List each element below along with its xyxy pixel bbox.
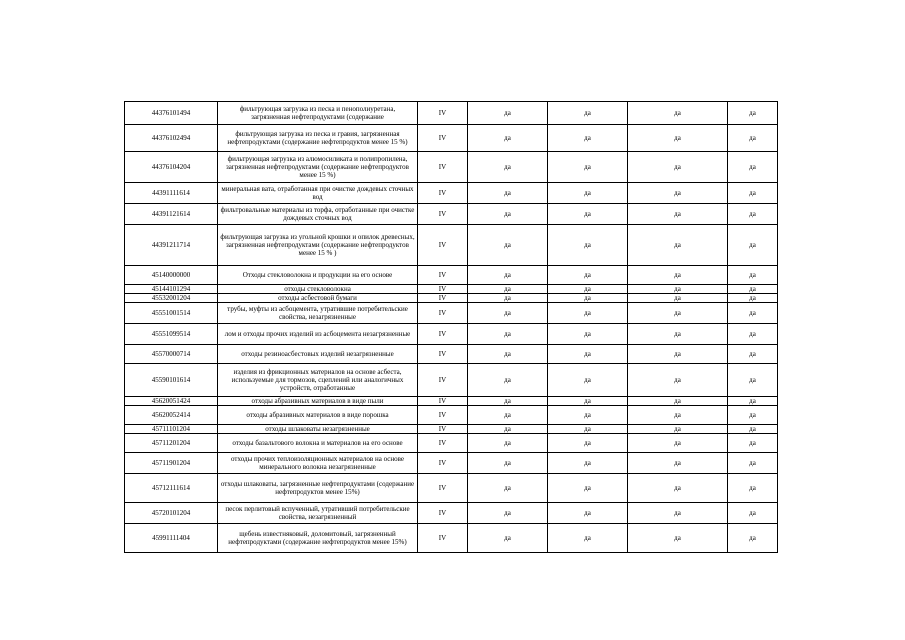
permission-cell-2: да (548, 152, 628, 183)
permission-cell-2: да (548, 364, 628, 397)
waste-code-cell: 45711901204 (125, 453, 218, 474)
table-row (125, 125, 778, 152)
hazard-class-cell: IV (418, 266, 468, 285)
waste-table (124, 101, 778, 553)
hazard-class-cell: IV (418, 152, 468, 183)
permission-cell-4: да (728, 125, 778, 152)
waste-name-cell: отходы абразивных материалов в виде порошка (218, 406, 418, 425)
waste-name-cell: отходы стекловолокна (218, 285, 418, 294)
waste-code-cell: 45620052414 (125, 406, 218, 425)
table-row (125, 152, 778, 183)
permission-cell-1: да (468, 266, 548, 285)
hazard-class-cell: IV (418, 303, 468, 324)
permission-cell-4: да (728, 183, 778, 204)
permission-cell-2: да (548, 453, 628, 474)
permission-cell-2: да (548, 324, 628, 345)
permission-cell-2: да (548, 225, 628, 266)
table-row (125, 303, 778, 324)
table-row (125, 474, 778, 503)
table-row (125, 102, 778, 125)
permission-cell-1: да (468, 125, 548, 152)
waste-name-cell: изделия из фрикционных материалов на основе асбеста, используемые для тормозов, сцеплений или аналогичных устройств, отработанные (218, 364, 418, 397)
waste-code-cell: 44391121614 (125, 204, 218, 225)
hazard-class-cell: IV (418, 434, 468, 453)
waste-table-body (125, 102, 778, 553)
hazard-class-cell: IV (418, 183, 468, 204)
permission-cell-2: да (548, 285, 628, 294)
permission-cell-4: да (728, 102, 778, 125)
permission-cell-2: да (548, 425, 628, 434)
permission-cell-1: да (468, 425, 548, 434)
hazard-class-cell: IV (418, 397, 468, 406)
hazard-class-cell: IV (418, 204, 468, 225)
table-row (125, 324, 778, 345)
hazard-class-cell: IV (418, 294, 468, 303)
permission-cell-1: да (468, 345, 548, 364)
waste-name-cell: отходы шлаковаты, загрязненные нефтепродуктами (содержание нефтепродуктов менее 15%) (218, 474, 418, 503)
permission-cell-2: да (548, 434, 628, 453)
waste-name-cell: песок перлитовый вспученный, утративший потребительские свойства, незагрязненный (218, 503, 418, 524)
waste-code-cell: 45144101294 (125, 285, 218, 294)
hazard-class-cell: IV (418, 345, 468, 364)
hazard-class-cell: IV (418, 453, 468, 474)
waste-code-cell: 45551099514 (125, 324, 218, 345)
permission-cell-3: да (628, 425, 728, 434)
table-row (125, 294, 778, 303)
permission-cell-3: да (628, 474, 728, 503)
permission-cell-1: да (468, 303, 548, 324)
permission-cell-3: да (628, 152, 728, 183)
waste-code-cell: 45570000714 (125, 345, 218, 364)
permission-cell-2: да (548, 125, 628, 152)
waste-name-cell: отходы шлаковаты незагрязненные (218, 425, 418, 434)
waste-code-cell: 45991111404 (125, 524, 218, 553)
permission-cell-1: да (468, 324, 548, 345)
table-row (125, 397, 778, 406)
permission-cell-2: да (548, 183, 628, 204)
waste-name-cell: лом и отходы прочих изделий из асбоцемента незагрязненные (218, 324, 418, 345)
waste-code-cell: 45712111614 (125, 474, 218, 503)
waste-name-cell: фильтрующая загрузка из угольной крошки и опилок древесных, загрязненная нефтепродуктами (содержание нефтепродуктов менее 15 % ) (218, 225, 418, 266)
hazard-class-cell: IV (418, 503, 468, 524)
hazard-class-cell: IV (418, 285, 468, 294)
permission-cell-2: да (548, 406, 628, 425)
hazard-class-cell: IV (418, 125, 468, 152)
permission-cell-3: да (628, 364, 728, 397)
hazard-class-cell: IV (418, 225, 468, 266)
permission-cell-3: да (628, 503, 728, 524)
permission-cell-1: да (468, 364, 548, 397)
hazard-class-cell: IV (418, 425, 468, 434)
permission-cell-4: да (728, 397, 778, 406)
waste-code-cell: 44391211714 (125, 225, 218, 266)
hazard-class-cell: IV (418, 474, 468, 503)
permission-cell-3: да (628, 266, 728, 285)
table-row (125, 204, 778, 225)
permission-cell-1: да (468, 225, 548, 266)
permission-cell-3: да (628, 102, 728, 125)
permission-cell-2: да (548, 397, 628, 406)
permission-cell-4: да (728, 503, 778, 524)
waste-name-cell: отходы асбестовой бумаги (218, 294, 418, 303)
permission-cell-4: да (728, 425, 778, 434)
permission-cell-4: да (728, 406, 778, 425)
permission-cell-3: да (628, 434, 728, 453)
permission-cell-3: да (628, 345, 728, 364)
permission-cell-1: да (468, 397, 548, 406)
permission-cell-1: да (468, 524, 548, 553)
permission-cell-4: да (728, 285, 778, 294)
waste-name-cell: отходы резиноасбестовых изделий незагрязненные (218, 345, 418, 364)
table-row (125, 503, 778, 524)
permission-cell-1: да (468, 285, 548, 294)
waste-name-cell: отходы прочих теплоизоляционных материалов на основе минерального волокна незагрязненные (218, 453, 418, 474)
permission-cell-3: да (628, 303, 728, 324)
permission-cell-4: да (728, 364, 778, 397)
permission-cell-3: да (628, 406, 728, 425)
waste-name-cell: фильтрующая загрузка из песка и гравия, загрязненная нефтепродуктами (содержание нефтепродуктов менее 15 %) (218, 125, 418, 152)
permission-cell-2: да (548, 303, 628, 324)
table-row (125, 453, 778, 474)
waste-name-cell: фильтрующая загрузка из песка и пенополиуретана, загрязненная нефтепродуктами (содержание (218, 102, 418, 125)
permission-cell-4: да (728, 453, 778, 474)
table-row (125, 364, 778, 397)
permission-cell-4: да (728, 474, 778, 503)
waste-code-cell: 45620051424 (125, 397, 218, 406)
table-row (125, 183, 778, 204)
waste-code-cell: 45140000000 (125, 266, 218, 285)
permission-cell-2: да (548, 102, 628, 125)
table-row (125, 345, 778, 364)
table-row (125, 434, 778, 453)
hazard-class-cell: IV (418, 406, 468, 425)
waste-name-cell: отходы базальтового волокна и материалов на его основе (218, 434, 418, 453)
waste-code-cell: 45551001514 (125, 303, 218, 324)
permission-cell-4: да (728, 294, 778, 303)
permission-cell-1: да (468, 152, 548, 183)
permission-cell-4: да (728, 434, 778, 453)
permission-cell-4: да (728, 152, 778, 183)
permission-cell-2: да (548, 503, 628, 524)
permission-cell-3: да (628, 324, 728, 345)
permission-cell-4: да (728, 303, 778, 324)
permission-cell-2: да (548, 266, 628, 285)
permission-cell-2: да (548, 524, 628, 553)
permission-cell-1: да (468, 406, 548, 425)
permission-cell-1: да (468, 294, 548, 303)
permission-cell-4: да (728, 324, 778, 345)
permission-cell-3: да (628, 125, 728, 152)
permission-cell-2: да (548, 294, 628, 303)
permission-cell-1: да (468, 204, 548, 225)
waste-code-cell: 45711101204 (125, 425, 218, 434)
waste-code-cell: 45532001204 (125, 294, 218, 303)
hazard-class-cell: IV (418, 364, 468, 397)
hazard-class-cell: IV (418, 102, 468, 125)
permission-cell-3: да (628, 524, 728, 553)
table-row (125, 406, 778, 425)
permission-cell-1: да (468, 474, 548, 503)
table-row (125, 425, 778, 434)
permission-cell-2: да (548, 345, 628, 364)
waste-name-cell: фильтровальные материалы из торфа, отработанные при очистке дождевых сточных вод (218, 204, 418, 225)
permission-cell-4: да (728, 524, 778, 553)
waste-name-cell: отходы абразивных материалов в виде пыли (218, 397, 418, 406)
permission-cell-1: да (468, 503, 548, 524)
waste-name-cell: минеральная вата, отработанная при очистке дождевых сточных вод (218, 183, 418, 204)
permission-cell-1: да (468, 183, 548, 204)
permission-cell-4: да (728, 266, 778, 285)
permission-cell-1: да (468, 434, 548, 453)
permission-cell-1: да (468, 102, 548, 125)
permission-cell-3: да (628, 285, 728, 294)
permission-cell-3: да (628, 397, 728, 406)
permission-cell-3: да (628, 183, 728, 204)
waste-name-cell: щебень известняковый, доломитовый, загрязненный нефтепродуктами (содержание нефтепродуктов менее 15%) (218, 524, 418, 553)
waste-code-cell: 45720101204 (125, 503, 218, 524)
permission-cell-3: да (628, 453, 728, 474)
waste-code-cell: 45711201204 (125, 434, 218, 453)
permission-cell-4: да (728, 225, 778, 266)
permission-cell-4: да (728, 204, 778, 225)
table-row (125, 266, 778, 285)
hazard-class-cell: IV (418, 524, 468, 553)
waste-code-cell: 45590101614 (125, 364, 218, 397)
permission-cell-4: да (728, 345, 778, 364)
table-row (125, 225, 778, 266)
permission-cell-3: да (628, 294, 728, 303)
table-row (125, 285, 778, 294)
waste-name-cell: трубы, муфты из асбоцемента, утратившие потребительские свойства, незагрязненные (218, 303, 418, 324)
permission-cell-3: да (628, 225, 728, 266)
permission-cell-2: да (548, 204, 628, 225)
waste-name-cell: Отходы стекловолокна и продукции на его основе (218, 266, 418, 285)
waste-code-cell: 44376102494 (125, 125, 218, 152)
table-row (125, 524, 778, 553)
hazard-class-cell: IV (418, 324, 468, 345)
waste-code-cell: 44376101494 (125, 102, 218, 125)
waste-code-cell: 44376104204 (125, 152, 218, 183)
permission-cell-2: да (548, 474, 628, 503)
waste-name-cell: фильтрующая загрузка из алюмосиликата и полипропилена, загрязненная нефтепродуктами (содержание нефтепродуктов менее 15 %) (218, 152, 418, 183)
permission-cell-3: да (628, 204, 728, 225)
waste-code-cell: 44391111614 (125, 183, 218, 204)
permission-cell-1: да (468, 453, 548, 474)
